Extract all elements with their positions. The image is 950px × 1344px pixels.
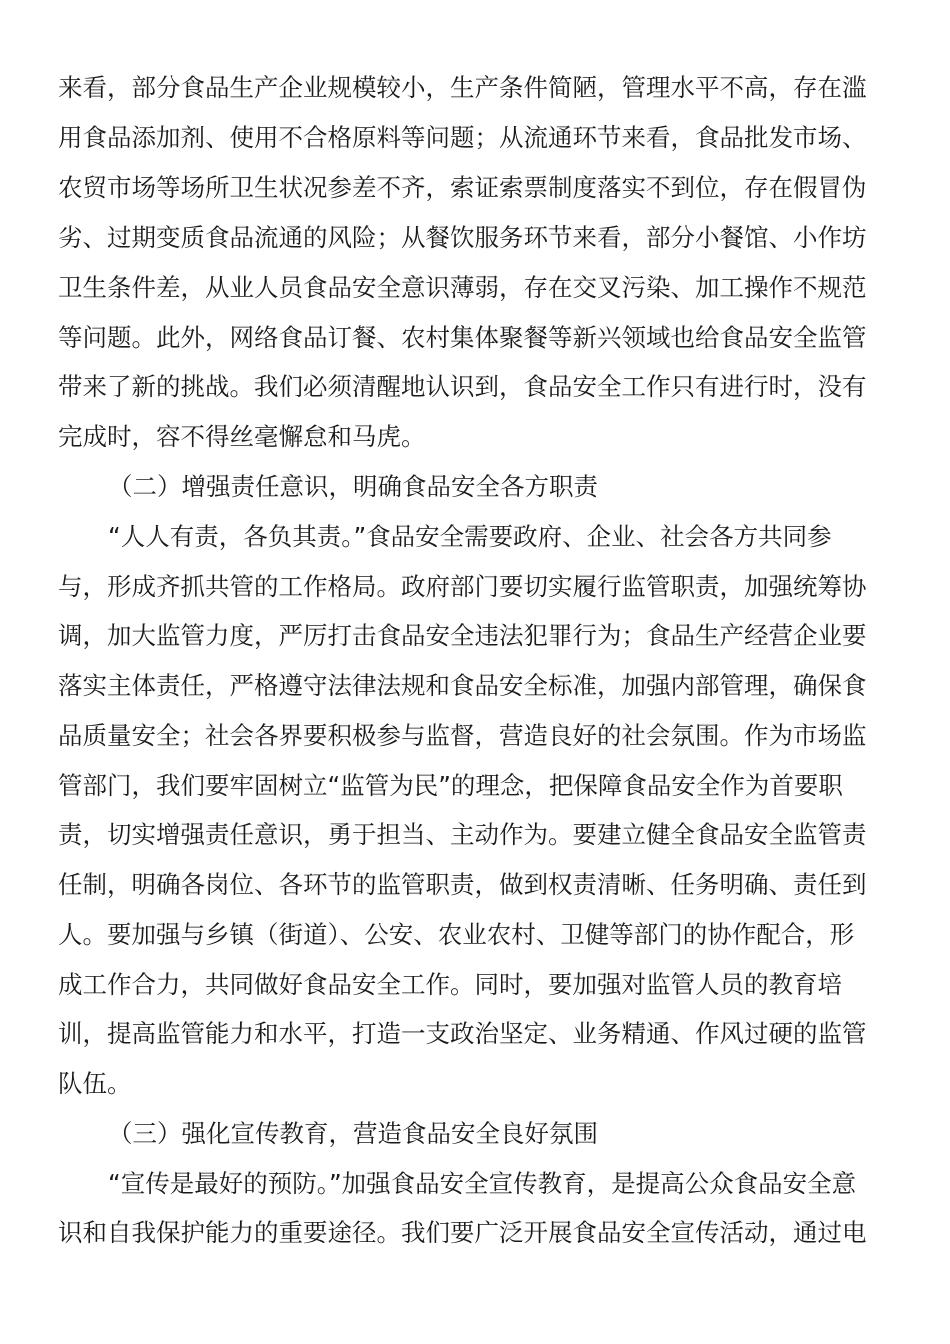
body-text-line: 品质量安全；社会各界要积极参与监督，营造良好的社会氛围。作为市场监 <box>58 721 867 750</box>
body-text-line: 完成时，容不得丝毫懈怠和马虎。 <box>58 422 426 451</box>
body-text-line: 队伍。 <box>58 1069 132 1098</box>
body-text-line: 责，切实增强责任意识，勇于担当、主动作为。要建立健全食品安全监管责 <box>58 820 867 849</box>
body-text-line: 带来了新的挑战。我们必须清醒地认识到，食品安全工作只有进行时，没有 <box>58 372 867 401</box>
body-text-line: 用食品添加剂、使用不合格原料等问题；从流通环节来看，食品批发市场、 <box>58 123 867 152</box>
body-text-line: 落实主体责任，严格遵守法律法规和食品安全标准，加强内部管理，确保食 <box>58 671 867 700</box>
body-text-line: 人。要加强与乡镇（街道）、公安、农业农村、卫健等部门的协作配合，形 <box>58 920 855 949</box>
body-text-line: 来看，部分食品生产企业规模较小，生产条件简陋，管理水平不高，存在滥 <box>58 73 867 102</box>
body-text-line: 识和自我保护能力的重要途径。我们要广泛开展食品安全宣传活动，通过电 <box>58 1218 867 1247</box>
body-text-line: 管部门，我们要牢固树立“监管为民”的理念，把保障食品安全作为首要职 <box>58 771 843 800</box>
body-text-line: 任制，明确各岗位、各环节的监管职责，做到权责清晰、任务明确、责任到 <box>58 870 867 899</box>
body-text-line: 调，加大监管力度，严厉打击食品安全违法犯罪行为；食品生产经营企业要 <box>58 621 867 650</box>
body-text-line: “人人有责，各负其责。”食品安全需要政府、企业、社会各方共同参 <box>108 522 832 551</box>
body-text-line: “宣传是最好的预防。”加强食品安全宣传教育，是提高公众食品安全意 <box>108 1169 857 1198</box>
body-text-line: 等问题。此外，网络食品订餐、农村集体聚餐等新兴领域也给食品安全监管 <box>58 323 867 352</box>
body-text-line: 农贸市场等场所卫生状况参差不齐，索证索票制度落实不到位，存在假冒伪 <box>58 173 867 202</box>
body-text-line: 卫生条件差，从业人员食品安全意识薄弱，存在交叉污染、加工操作不规范 <box>58 273 867 302</box>
body-text-line: 与，形成齐抓共管的工作格局。政府部门要切实履行监管职责，加强统筹协 <box>58 572 867 601</box>
body-text-line: 劣、过期变质食品流通的风险；从餐饮服务环节来看，部分小餐馆、小作坊 <box>58 223 867 252</box>
section-heading: （二）增强责任意识，明确食品安全各方职责 <box>108 472 598 501</box>
body-text-line: 成工作合力，共同做好食品安全工作。同时，要加强对监管人员的教育培 <box>58 970 842 999</box>
section-heading: （三）强化宣传教育，营造食品安全良好氛围 <box>108 1119 598 1148</box>
body-text-line: 训，提高监管能力和水平，打造一支政治坚定、业务精通、作风过硬的监管 <box>58 1019 867 1048</box>
